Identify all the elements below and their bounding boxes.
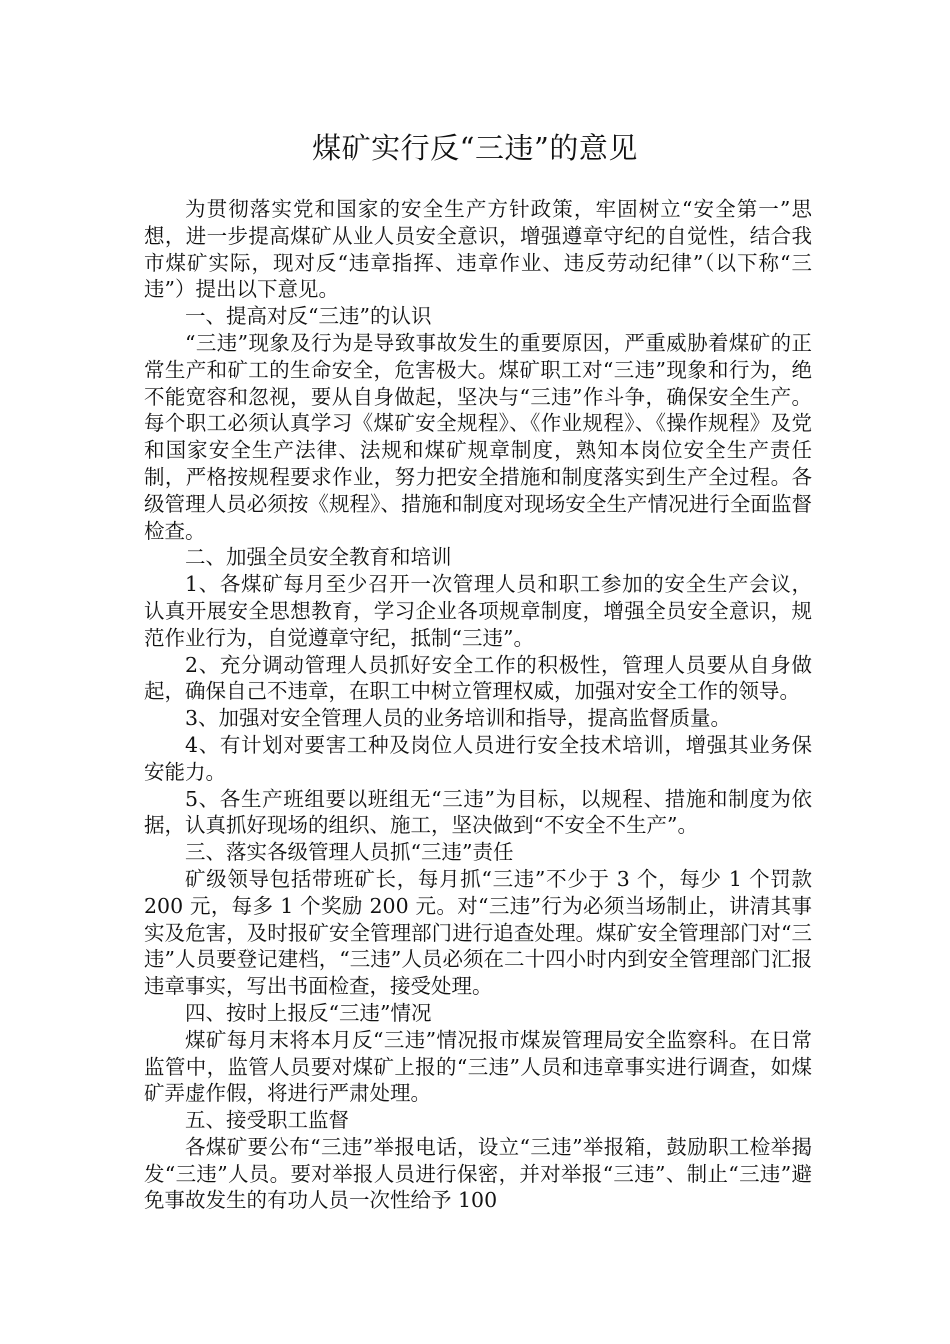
- section-heading: 二、加强全员安全教育和培训: [185, 545, 452, 570]
- paragraph: 3、加强对安全管理人员的业务培训和指导，提高监督质量。: [185, 706, 732, 731]
- paragraph: 4、有计划对要害工种及岗位人员进行安全技术培训，增强其业务保安能力。: [144, 732, 812, 784]
- paragraph: 2、充分调动管理人员抓好安全工作的积极性，管理人员要从自身做起，确保自己不违章，在职工中树立管理权威，加强对安全工作的领导。: [144, 652, 812, 704]
- paragraph: 煤矿每月末将本月反“三违”情况报市煤炭管理局安全监察科。在日常监管中，监管人员要对煤矿上报的“三违”人员和违章事实进行调查，如煤矿弄虚作假，将进行严肃处理。: [144, 1027, 812, 1106]
- paragraph: “三违”现象及行为是导致事故发生的重要原因，严重威胁着煤矿的正常生产和矿工的生命安全，危害极大。煤矿职工对“三违”现象和行为，绝不能宽容和忽视，要从自身做起，坚决与“三违”作斗争，确保安全生产。每个职工必须认真学习《煤矿安全规程》、《作业规程》、《操作规程》及党和国家安全生产法律、法规和煤矿规章制度，熟知本岗位安全生产责任制，严格按规程要求作业，努力把安全措施和制度落实到生产全过程。各级管理人员必须按《规程》、措施和制度对现场安全生产情况进行全面监督检查。: [144, 330, 812, 543]
- section-heading: 三、落实各级管理人员抓“三违”责任: [185, 840, 514, 865]
- paragraph: 为贯彻落实党和国家的安全生产方针政策，牢固树立“安全第一”思想，进一步提高煤矿从业人员安全意识，增强遵章守纪的自觉性，结合我市煤矿实际，现对反“违章指挥、违章作业、违反劳动纪律”（以下称“三违”）提出以下意见。: [144, 197, 812, 302]
- paragraph: 5、各生产班组要以班组无“三违”为目标，以规程、措施和制度为依据，认真抓好现场的组织、施工，坚决做到“不安全不生产”。: [144, 786, 812, 838]
- section-heading: 四、按时上报反“三违”情况: [185, 1000, 432, 1025]
- paragraph: 矿级领导包括带班矿长，每月抓“三违”不少于 3 个，每少 1 个罚款 200 元，每多 1 个奖励 200 元。对“三违”行为必须当场制止，讲清其事实及危害，及时报矿安全管理部门进行追查处理。煤矿安全管理部门对“三违”人员要登记建档，“三违”人员必须在二十四小时内到安全管理部门汇报违章事实，写出书面检查，接受处理。: [144, 866, 812, 999]
- section-heading: 一、提高对反“三违”的认识: [185, 304, 432, 329]
- paragraph: 1、各煤矿每月至少召开一次管理人员和职工参加的安全生产会议，认真开展安全思想教育，学习企业各项规章制度，增强全员安全意识，规范作业行为，自觉遵章守纪，抵制“三违”。: [144, 572, 812, 650]
- paragraph: 各煤矿要公布“三违”举报电话，设立“三违”举报箱，鼓励职工检举揭发“三违”人员。要对举报人员进行保密，并对举报“三违”、制止“三违”避免事故发生的有功人员一次性给予 100: [144, 1134, 812, 1213]
- section-heading: 五、接受职工监督: [185, 1108, 349, 1133]
- document-body: [144, 196, 812, 1214]
- document-title: 煤矿实行反“三违”的意见: [312, 131, 638, 165]
